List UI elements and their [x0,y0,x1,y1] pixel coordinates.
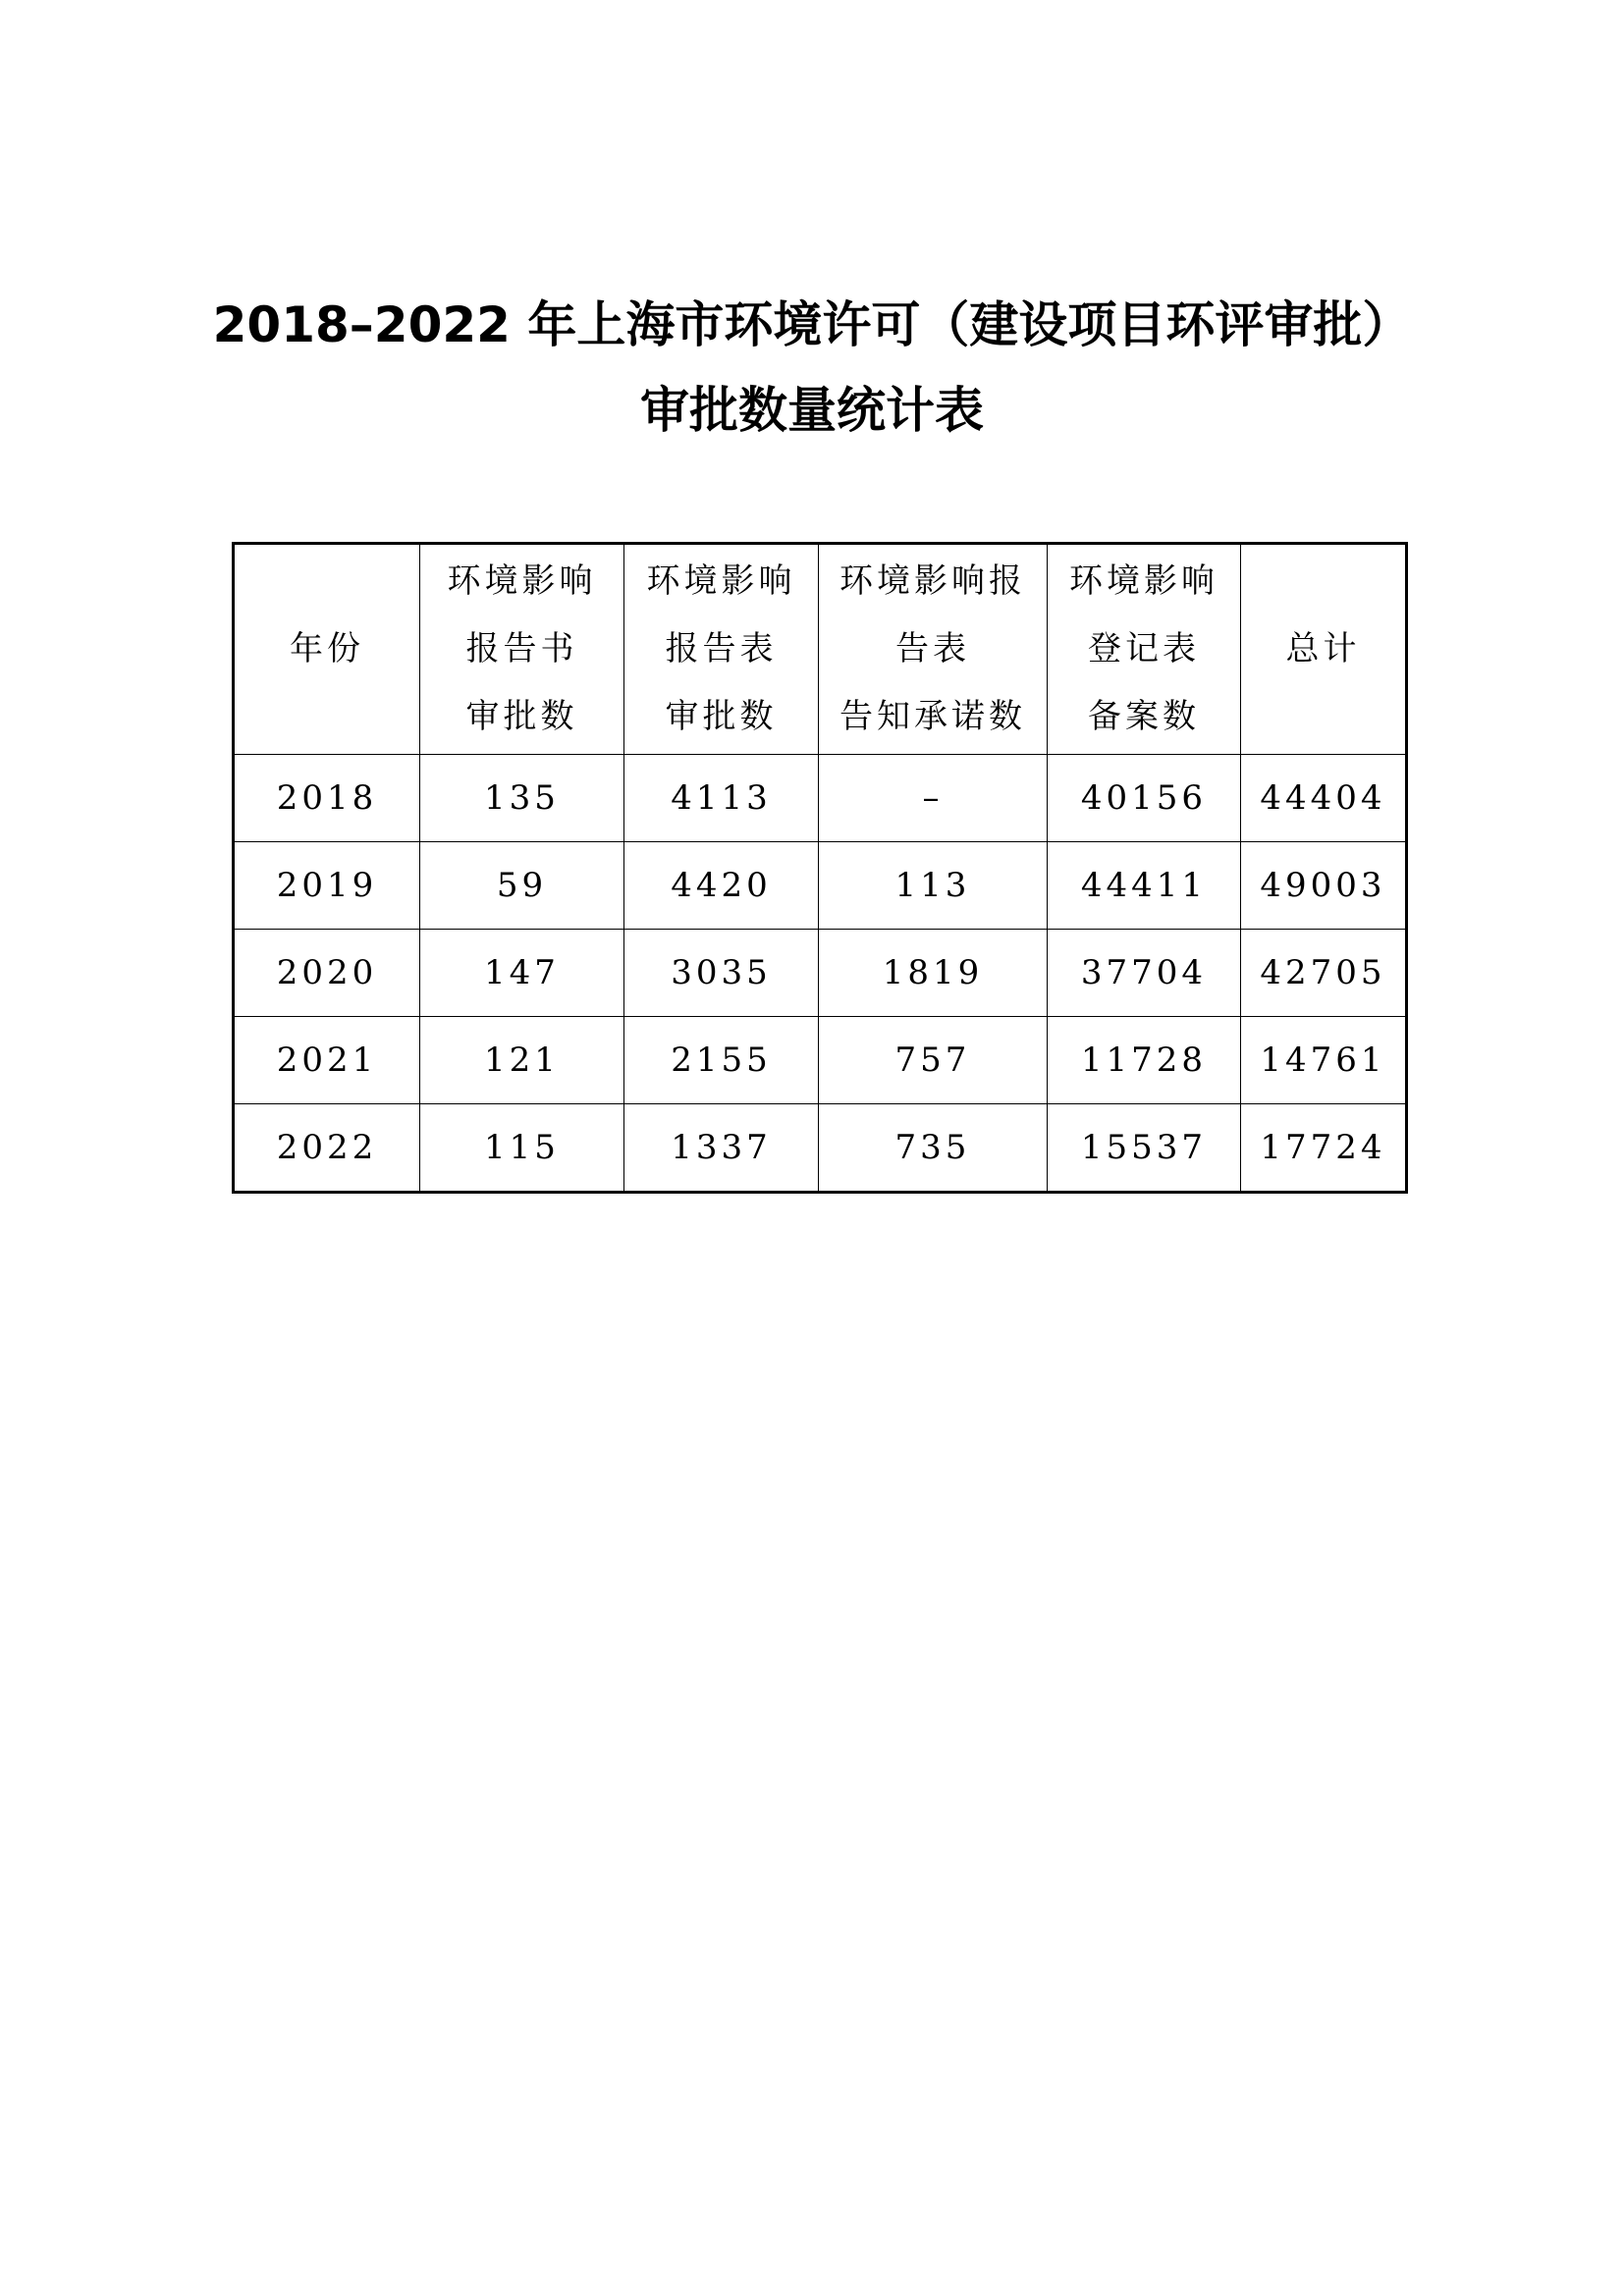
header-report-book-approvals [420,544,624,755]
cell-total: 49003 [1241,842,1407,930]
cell-registration: 44411 [1048,842,1241,930]
cell-report-form: 2155 [624,1017,819,1104]
table-row [234,1104,1407,1193]
header-line: 环境影响 [1069,561,1218,601]
header-total [1241,544,1407,755]
cell-year: 2021 [234,1017,420,1104]
table-row [234,755,1407,842]
header-report-form-approvals [624,544,819,755]
cell-report-book: 115 [420,1104,624,1193]
header-line: 总计 [1285,629,1361,668]
document-title-line-1: 2018–2022 年上海市环境许可（建设项目环评审批） [212,296,1412,353]
cell-commitment: 757 [819,1017,1048,1104]
cell-year: 2019 [234,842,420,930]
header-line: 告知承诺数 [839,697,1026,736]
header-line: 年份 [290,629,364,668]
cell-report-book: 121 [420,1017,624,1104]
header-registration-filings [1048,544,1241,755]
header-line: 报告书 [465,629,578,668]
header-line: 登记表 [1088,629,1200,668]
header-line: 环境影响 [646,561,796,601]
cell-report-form: 1337 [624,1104,819,1193]
cell-registration: 15537 [1048,1104,1241,1193]
header-line: 环境影响 [447,561,597,601]
cell-commitment: 1819 [819,930,1048,1017]
cell-registration: 40156 [1048,755,1241,842]
cell-year: 2020 [234,930,420,1017]
cell-commitment: 113 [819,842,1048,930]
cell-commitment: – [819,755,1048,842]
cell-total: 14761 [1241,1017,1407,1104]
statistics-table [232,542,1408,1194]
cell-report-form: 4420 [624,842,819,930]
table-header-row [234,544,1407,755]
cell-report-form: 4113 [624,755,819,842]
header-line: 审批数 [465,697,578,736]
table-row [234,930,1407,1017]
table-row [234,842,1407,930]
cell-registration: 37704 [1048,930,1241,1017]
header-line: 告表 [895,629,970,668]
document-title-line-2: 审批数量统计表 [640,382,984,439]
header-report-form-commitments [819,544,1048,755]
cell-year: 2022 [234,1104,420,1193]
header-line: 审批数 [665,697,778,736]
cell-total: 42705 [1241,930,1407,1017]
header-line: 报告表 [665,629,778,668]
cell-total: 44404 [1241,755,1407,842]
cell-year: 2018 [234,755,420,842]
cell-commitment: 735 [819,1104,1048,1193]
cell-report-book: 147 [420,930,624,1017]
cell-total: 17724 [1241,1104,1407,1193]
cell-report-book: 59 [420,842,624,930]
header-line: 环境影响报 [839,561,1026,601]
table-row [234,1017,1407,1104]
header-line: 备案数 [1088,697,1200,736]
cell-report-form: 3035 [624,930,819,1017]
header-year [234,544,420,755]
cell-report-book: 135 [420,755,624,842]
cell-registration: 11728 [1048,1017,1241,1104]
